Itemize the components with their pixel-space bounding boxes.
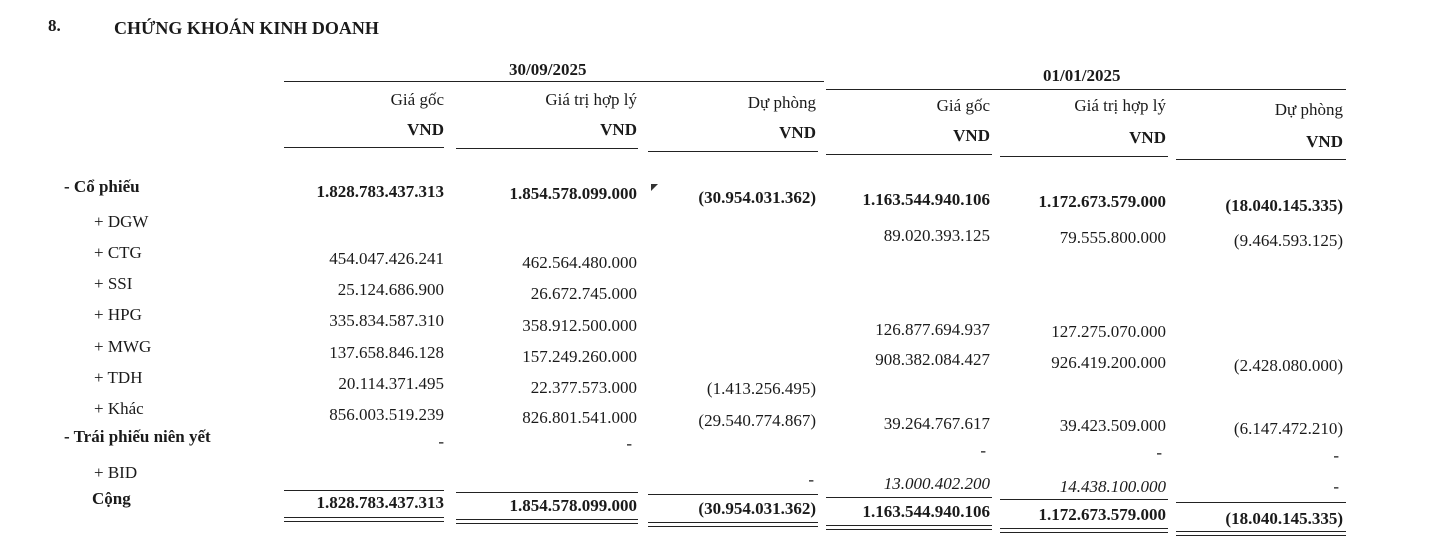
total-value: 1.854.578.099.000	[509, 496, 637, 515]
cell-value: 856.003.519.239	[329, 405, 444, 424]
total-value: 1.172.673.579.000	[1038, 505, 1166, 524]
column-rule	[284, 147, 444, 148]
cell-value: 26.672.745.000	[530, 284, 637, 303]
period-rule-prior	[826, 89, 1346, 90]
period-header-current: 30/09/2025	[509, 60, 587, 79]
row-label-trai-phieu: - Trái phiếu niên yết	[64, 427, 211, 446]
cell-value: 20.114.371.495	[338, 374, 444, 393]
cell-value: -	[1156, 443, 1162, 462]
total-double-rule	[456, 519, 638, 524]
cell-value: 454.047.426.241	[329, 249, 444, 268]
column-header-label: Dự phòng	[1274, 100, 1343, 119]
cell-value: 126.877.694.937	[875, 320, 990, 339]
cell-value: 137.658.846.128	[329, 343, 444, 362]
cell-value: (9.464.593.125)	[1233, 231, 1343, 250]
cell-value: 14.438.100.000	[1059, 477, 1166, 496]
cell-value: 926.419.200.000	[1051, 353, 1166, 372]
total-value: (18.040.145.335)	[1225, 509, 1343, 528]
column-rule	[1000, 156, 1168, 157]
row-label: + DGW	[94, 212, 149, 231]
total-double-rule	[1176, 531, 1346, 536]
row-label: + Khác	[94, 399, 144, 418]
column-header-unit: VND	[953, 126, 990, 145]
row-label: + TDH	[94, 368, 143, 387]
total-rule-top	[284, 490, 444, 491]
row-label: + HPG	[94, 305, 142, 324]
column-header-unit: VND	[407, 120, 444, 139]
column-header-unit: VND	[1306, 132, 1343, 151]
cell-value: 25.124.686.900	[337, 280, 444, 299]
row-label: + CTG	[94, 243, 142, 262]
cell-value: -	[1333, 477, 1339, 496]
column-rule	[456, 148, 638, 149]
cell-value: 826.801.541.000	[522, 408, 637, 427]
cell-value: -	[808, 470, 814, 489]
cell-value: 1.163.544.940.106	[862, 190, 990, 209]
cell-value: 358.912.500.000	[522, 316, 637, 335]
comment-marker-icon	[651, 184, 658, 191]
cell-value: (29.540.774.867)	[698, 411, 816, 430]
cell-value: 22.377.573.000	[530, 378, 637, 397]
total-rule-top	[456, 492, 638, 493]
row-label: + MWG	[94, 337, 152, 356]
row-label-total: Cộng	[92, 489, 131, 508]
section-number: 8.	[48, 16, 61, 35]
cell-value: -	[1333, 446, 1339, 465]
total-value: 1.828.783.437.313	[316, 493, 444, 512]
total-double-rule	[1000, 528, 1168, 533]
cell-value: (1.413.256.495)	[706, 379, 816, 398]
total-rule-top	[1176, 502, 1346, 503]
cell-value: 1.854.578.099.000	[509, 184, 637, 203]
column-rule	[826, 154, 992, 155]
section-title: CHỨNG KHOÁN KINH DOANH	[114, 18, 379, 38]
cell-value: 127.275.070.000	[1051, 322, 1166, 341]
cell-value: (2.428.080.000)	[1233, 356, 1343, 375]
column-header-unit: VND	[1129, 128, 1166, 147]
period-rule-current	[284, 81, 824, 82]
row-label: + BID	[94, 463, 138, 482]
cell-value: 89.020.393.125	[883, 226, 990, 245]
cell-value: (30.954.031.362)	[698, 188, 816, 207]
total-rule-top	[1000, 499, 1168, 500]
total-value: (30.954.031.362)	[698, 499, 816, 518]
total-double-rule	[648, 522, 818, 527]
cell-value: -	[626, 434, 632, 453]
total-double-rule	[284, 517, 444, 522]
column-header-label: Giá gốc	[936, 96, 990, 115]
column-rule	[648, 151, 818, 152]
row-label-co-phieu: - Cổ phiếu	[64, 177, 140, 196]
cell-value: 1.172.673.579.000	[1038, 192, 1166, 211]
total-rule-top	[648, 494, 818, 495]
row-label: + SSI	[94, 274, 133, 293]
cell-value: 908.382.084.427	[875, 350, 990, 369]
column-rule	[1176, 159, 1346, 160]
cell-value: 1.828.783.437.313	[316, 182, 444, 201]
cell-value: (18.040.145.335)	[1225, 196, 1343, 215]
cell-value: (6.147.472.210)	[1233, 419, 1343, 438]
column-header-unit: VND	[779, 123, 816, 142]
total-rule-top	[826, 497, 992, 498]
cell-value: 39.423.509.000	[1059, 416, 1166, 435]
column-header-unit: VND	[600, 120, 637, 139]
cell-value: 79.555.800.000	[1059, 228, 1166, 247]
cell-value: 462.564.480.000	[522, 253, 637, 272]
period-header-prior: 01/01/2025	[1043, 66, 1121, 85]
cell-value: 335.834.587.310	[329, 311, 444, 330]
column-header-label: Giá gốc	[390, 90, 444, 109]
cell-value: 39.264.767.617	[883, 414, 990, 433]
column-header-label: Giá trị hợp lý	[545, 90, 637, 109]
total-value: 1.163.544.940.106	[862, 502, 990, 521]
total-double-rule	[826, 525, 992, 530]
column-header-label: Giá trị hợp lý	[1074, 96, 1166, 115]
cell-value: 157.249.260.000	[522, 347, 637, 366]
cell-value: -	[980, 441, 986, 460]
cell-value: -	[438, 432, 444, 451]
cell-value: 13.000.402.200	[883, 474, 990, 493]
column-header-label: Dự phòng	[747, 93, 816, 112]
